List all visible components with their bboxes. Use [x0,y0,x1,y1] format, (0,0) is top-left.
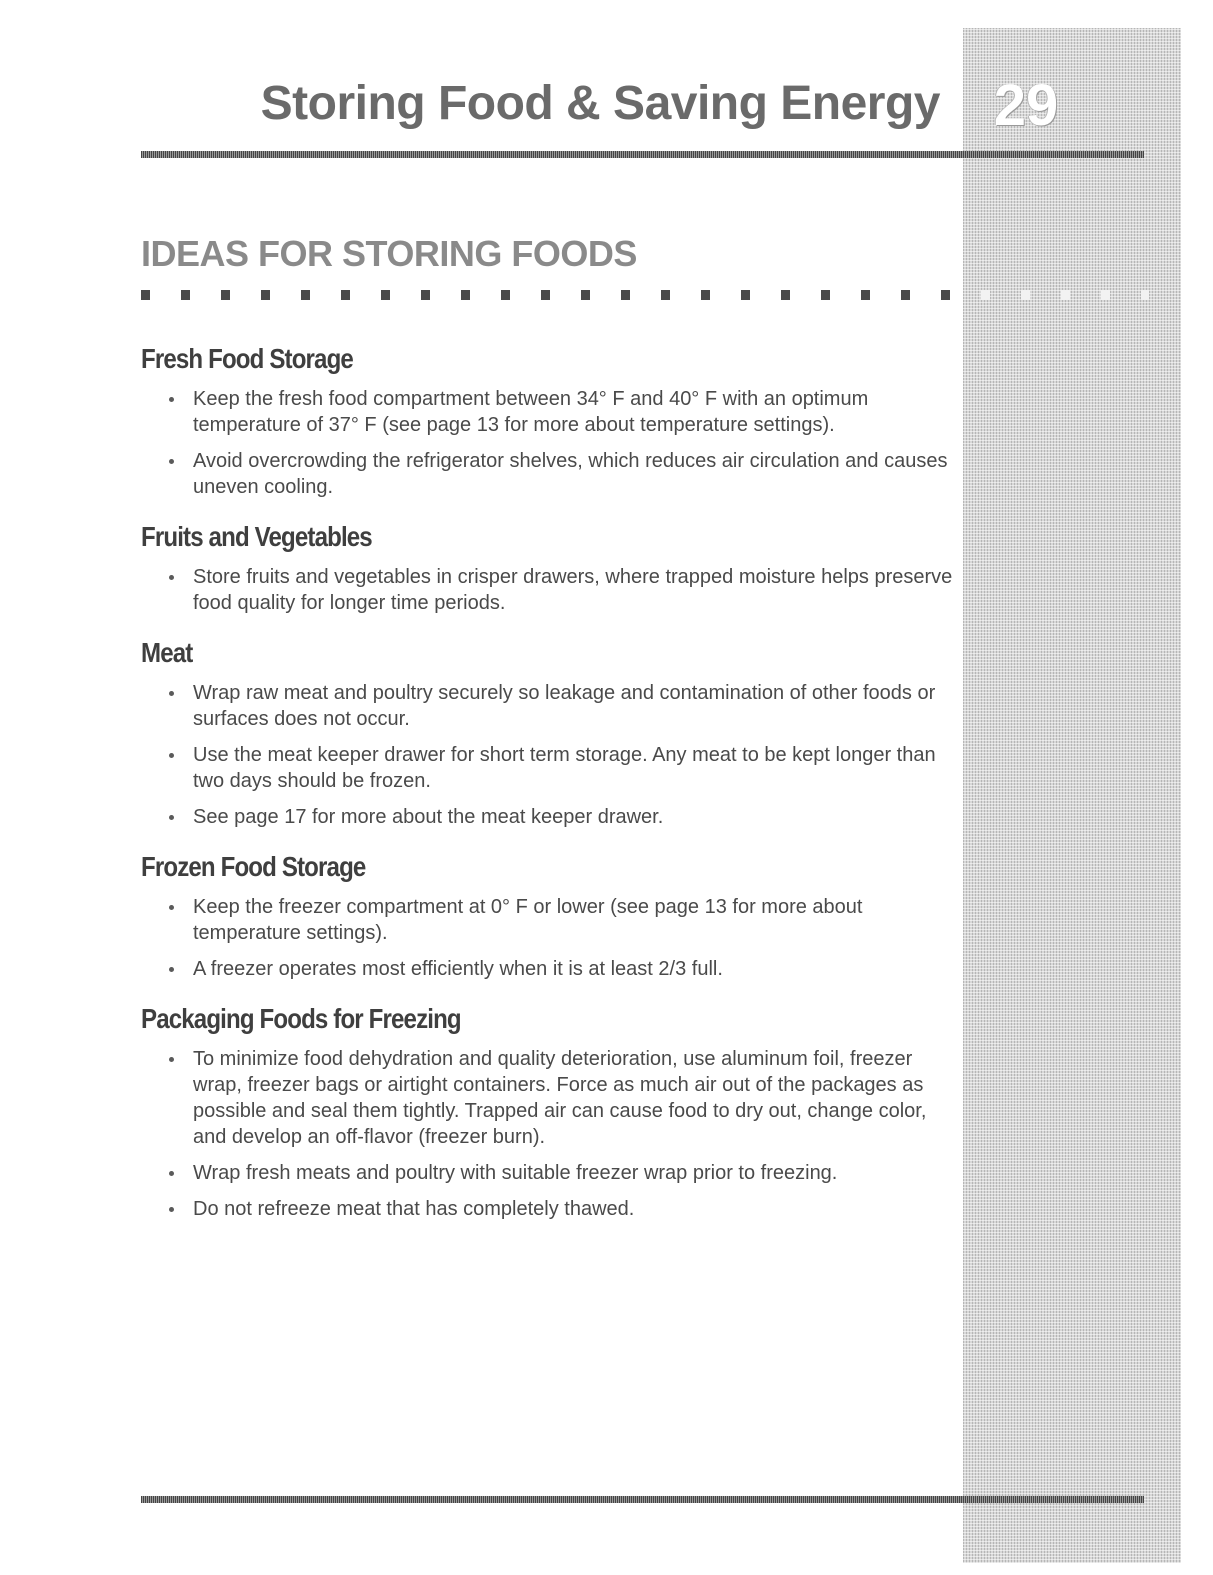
bullet-icon [169,1057,174,1062]
bullet-item [141,680,956,732]
bullet-text: Do not refreeze meat that has completely thawed. [193,1198,635,1220]
bullet-icon [169,1207,174,1212]
bullet-text: Wrap fresh meats and poultry with suitable freezer wrap prior to freezing. [193,1162,838,1184]
bullet-text: To minimize food dehydration and quality deterioration, use aluminum foil, freezer wrap, freezer bags or airtight containers. Force as much air out of the packages as possible and seal them tightly. Trapped air can cause food to dry out, change color, and develop an off-flavor (freezer burn). [193,1048,927,1148]
bullet-icon [169,459,174,464]
section-title: IDEAS FOR STORING FOODS [141,233,637,274]
bullet-text: Use the meat keeper drawer for short term storage. Any meat to be kept longer than two days should be frozen. [193,744,936,792]
bullet-text: Wrap raw meat and poultry securely so leakage and contamination of other foods or surfaces does not occur. [193,682,936,730]
footer-rule [141,1496,1144,1503]
bullet-item [141,1160,956,1186]
section-dot-divider-strip [981,290,1149,300]
bullet-item [141,386,956,438]
bullet-text: Keep the freezer compartment at 0° F or lower (see page 13 for more about temperature settings). [193,896,863,944]
bullet-item [141,564,956,616]
bullet-text: Avoid overcrowding the refrigerator shelves, which reduces air circulation and causes uneven cooling. [193,450,948,498]
side-strip-decoration [963,28,1181,1563]
bullet-item [141,1046,956,1150]
subsection-heading: Packaging Foods for Freezing [141,1003,461,1034]
bullet-text: Keep the fresh food compartment between 34° F and 40° F with an optimum temperature of 37° F (see page 13 for more about temperature settings). [193,388,869,436]
bullet-list [141,894,956,982]
bullet-list [141,1046,956,1222]
bullet-text: Store fruits and vegetables in crisper drawers, where trapped moisture helps preserve food quality for longer time periods. [193,566,953,614]
bullet-item [141,894,956,946]
page-number: 29 [993,73,1059,138]
bullet-text: See page 17 for more about the meat keeper drawer. [193,806,664,828]
bullet-icon [169,905,174,910]
bullet-icon [169,575,174,580]
bullet-icon [169,1171,174,1176]
subsection-heading: Fruits and Vegetables [141,521,372,552]
bullet-text: A freezer operates most efficiently when it is at least 2/3 full. [193,958,723,980]
subsection-heading: Meat [141,637,193,668]
subsection-heading: Frozen Food Storage [141,851,366,882]
subsection-heading: Fresh Food Storage [141,343,353,374]
bullet-list [141,386,956,500]
page-title: Storing Food & Saving Energy [260,77,940,130]
content [141,342,956,1242]
bullet-list [141,564,956,616]
bullet-icon [169,967,174,972]
bullet-icon [169,815,174,820]
bullet-item [141,804,956,830]
header-rule [141,151,1144,158]
bullet-icon [169,691,174,696]
bullet-item [141,956,956,982]
bullet-item [141,742,956,794]
bullet-list [141,680,956,830]
bullet-icon [169,397,174,402]
bullet-item [141,448,956,500]
bullet-icon [169,753,174,758]
bullet-item [141,1196,956,1222]
